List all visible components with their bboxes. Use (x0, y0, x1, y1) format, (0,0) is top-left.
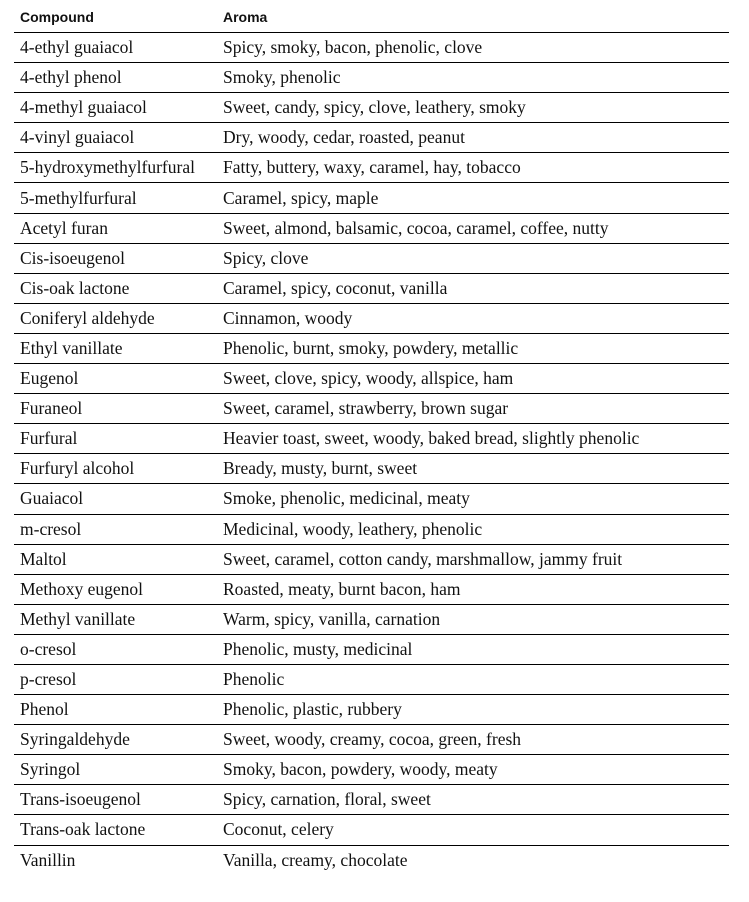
compound-cell: Maltol (20, 548, 67, 569)
aroma-cell: Phenolic, plastic, rubbery (223, 699, 402, 720)
compound-cell: 5-hydroxymethylfurfural (20, 157, 195, 178)
header-compound: Compound (20, 9, 94, 25)
compound-cell: Coniferyl aldehyde (20, 307, 155, 328)
compound-cell: Syringol (20, 759, 81, 780)
table-row (14, 846, 729, 876)
compound-cell: 4-ethyl phenol (20, 67, 122, 88)
compound-cell: Syringaldehyde (20, 729, 130, 750)
aroma-cell: Smoky, phenolic (223, 67, 341, 88)
compound-cell: Methyl vanillate (20, 608, 136, 629)
compound-cell: Guaiacol (20, 488, 84, 509)
aroma-cell: Sweet, almond, balsamic, cocoa, caramel, coffee, nutty (223, 217, 609, 238)
aroma-cell: Dry, woody, cedar, roasted, peanut (223, 127, 465, 148)
aroma-table (14, 0, 729, 876)
aroma-cell: Smoke, phenolic, medicinal, meaty (223, 488, 470, 509)
aroma-cell: Vanilla, creamy, chocolate (223, 850, 408, 871)
aroma-cell: Caramel, spicy, coconut, vanilla (223, 277, 448, 298)
compound-cell: Furaneol (20, 398, 83, 419)
compound-cell: Eugenol (20, 368, 79, 389)
compound-cell: Vanillin (20, 850, 76, 871)
compound-cell: Acetyl furan (20, 217, 108, 238)
compound-cell: Methoxy eugenol (20, 578, 143, 599)
aroma-cell: Smoky, bacon, powdery, woody, meaty (223, 759, 498, 780)
compound-cell: Cis-isoeugenol (20, 247, 125, 268)
table-row (14, 274, 729, 304)
aroma-cell: Spicy, clove (223, 247, 309, 268)
compound-cell: 5-methylfurfural (20, 187, 137, 208)
aroma-cell: Medicinal, woody, leathery, phenolic (223, 518, 483, 539)
table-row (14, 394, 729, 424)
compound-cell: 4-methyl guaiacol (20, 97, 147, 118)
table-row (14, 665, 729, 695)
compound-cell: Trans-isoeugenol (20, 789, 141, 810)
table-header-row (14, 0, 729, 33)
aroma-cell: Heavier toast, sweet, woody, baked bread, slightly phenolic (223, 428, 640, 449)
compound-cell: 4-ethyl guaiacol (20, 37, 134, 58)
table-row (14, 153, 729, 183)
table-row (14, 815, 729, 845)
table-row (14, 785, 729, 815)
table-row (14, 33, 729, 63)
table-row (14, 755, 729, 785)
aroma-cell: Roasted, meaty, burnt bacon, ham (223, 578, 461, 599)
aroma-cell: Coconut, celery (223, 819, 334, 840)
aroma-cell: Fatty, buttery, waxy, caramel, hay, tobacco (223, 157, 521, 178)
compound-cell: Furfuryl alcohol (20, 458, 135, 479)
compound-cell: Furfural (20, 428, 78, 449)
compound-cell: 4-vinyl guaiacol (20, 127, 135, 148)
table-row (14, 63, 729, 93)
table-row (14, 484, 729, 514)
compound-cell: Trans-oak lactone (20, 819, 146, 840)
table-row (14, 424, 729, 454)
table-row (14, 725, 729, 755)
table-row (14, 515, 729, 545)
table-row (14, 605, 729, 635)
aroma-cell: Sweet, candy, spicy, clove, leathery, smoky (223, 97, 526, 118)
aroma-cell: Cinnamon, woody (223, 307, 353, 328)
table-row (14, 183, 729, 213)
compound-cell: o-cresol (20, 638, 77, 659)
table-row (14, 93, 729, 123)
table-row (14, 334, 729, 364)
aroma-cell: Sweet, clove, spicy, woody, allspice, ham (223, 368, 514, 389)
aroma-cell: Sweet, caramel, strawberry, brown sugar (223, 398, 509, 419)
aroma-cell: Phenolic, musty, medicinal (223, 638, 413, 659)
table-row (14, 454, 729, 484)
table-body (14, 33, 729, 876)
table-row (14, 695, 729, 725)
aroma-cell: Phenolic, burnt, smoky, powdery, metallic (223, 337, 519, 358)
aroma-cell: Spicy, smoky, bacon, phenolic, clove (223, 37, 483, 58)
aroma-cell: Sweet, woody, creamy, cocoa, green, fresh (223, 729, 522, 750)
compound-cell: Cis-oak lactone (20, 277, 130, 298)
aroma-cell: Spicy, carnation, floral, sweet (223, 789, 431, 810)
aroma-cell: Warm, spicy, vanilla, carnation (223, 608, 441, 629)
table-row (14, 244, 729, 274)
table-row (14, 214, 729, 244)
table-row (14, 123, 729, 153)
compound-cell: Ethyl vanillate (20, 337, 123, 358)
header-aroma: Aroma (223, 9, 268, 25)
table-row (14, 364, 729, 394)
table-row (14, 545, 729, 575)
table-row (14, 635, 729, 665)
aroma-cell: Bready, musty, burnt, sweet (223, 458, 418, 479)
compound-cell: m-cresol (20, 518, 82, 539)
aroma-cell: Caramel, spicy, maple (223, 187, 379, 208)
aroma-cell: Phenolic (223, 669, 285, 690)
compound-cell: p-cresol (20, 669, 77, 690)
table-row (14, 575, 729, 605)
table-row (14, 304, 729, 334)
aroma-cell: Sweet, caramel, cotton candy, marshmallow, jammy fruit (223, 548, 623, 569)
compound-cell: Phenol (20, 699, 69, 720)
